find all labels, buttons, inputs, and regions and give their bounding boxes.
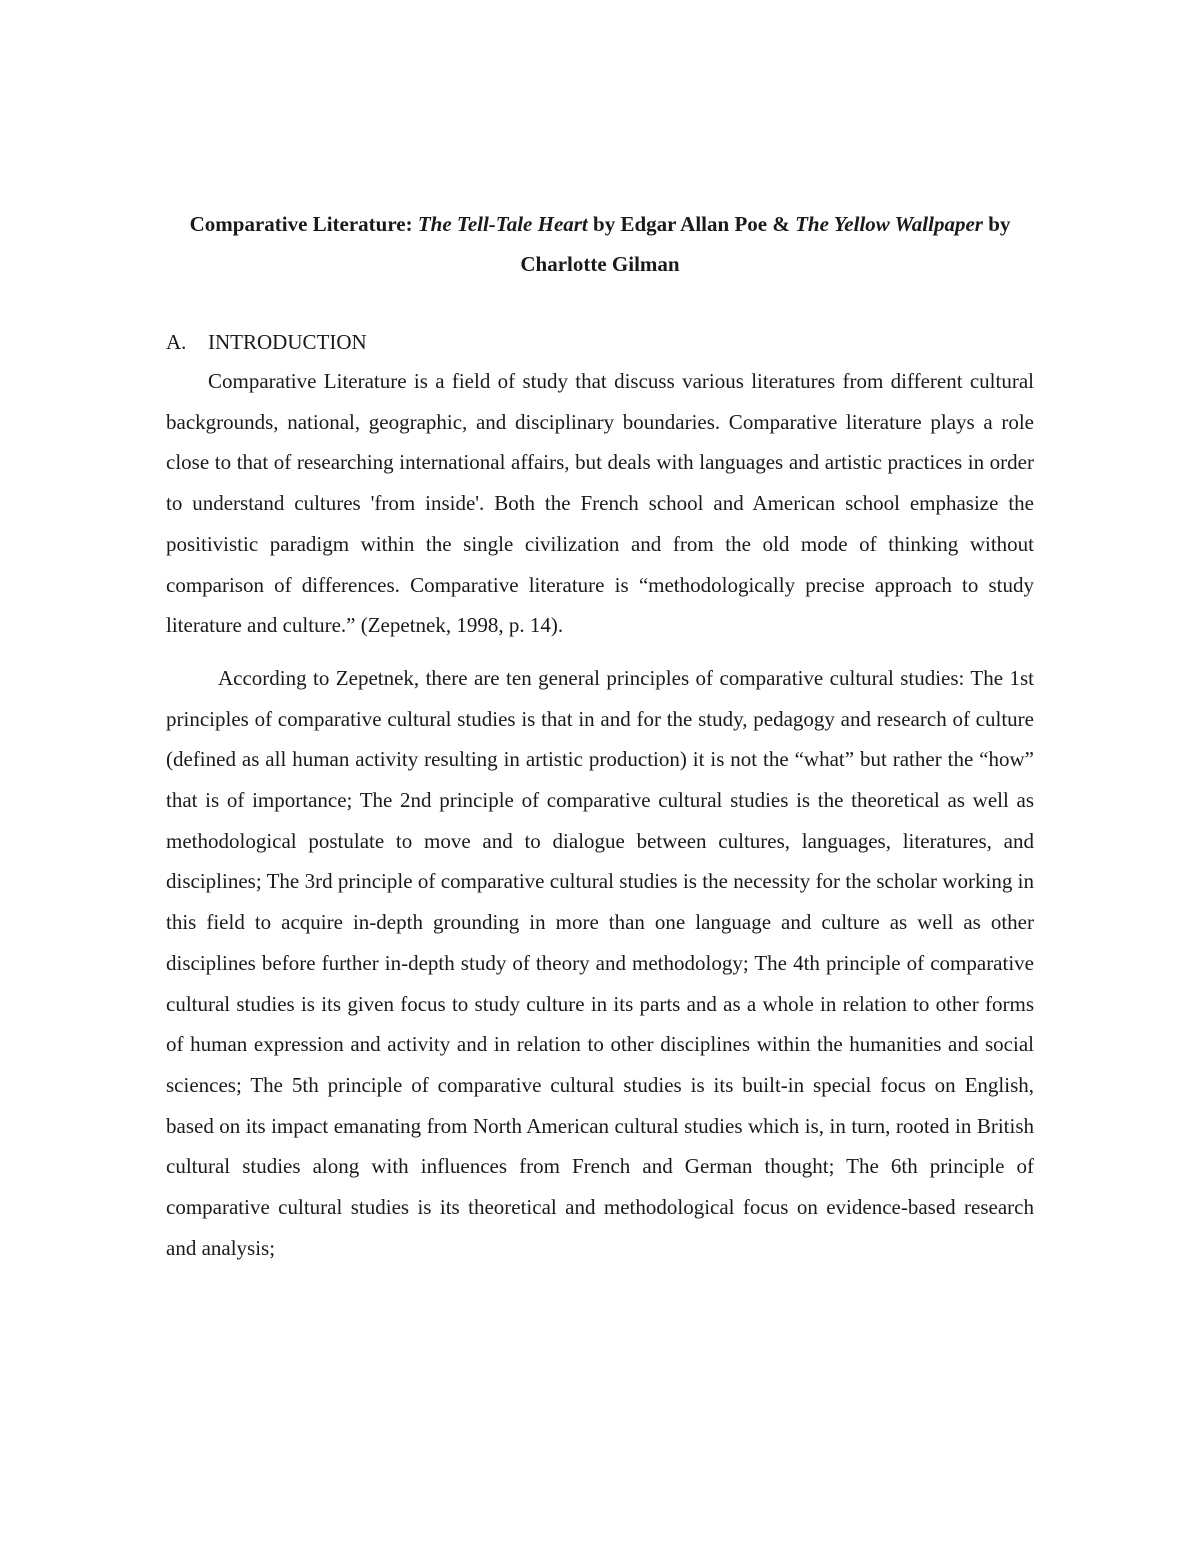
title-part-3: by Charlotte Gilman (520, 212, 1011, 276)
title-part-1: Comparative Literature: (189, 212, 418, 236)
title-work-1: The Tell-Tale Heart (417, 212, 588, 236)
document-title (166, 204, 1034, 284)
section-heading-text: INTRODUCTION (208, 330, 367, 354)
title-part-2: by Edgar Allan Poe & (587, 212, 796, 236)
section-letter: A. (166, 330, 187, 354)
title-work-2: The Yellow Wallpaper (795, 212, 983, 236)
section-heading (166, 323, 1034, 361)
paragraph-principles: According to Zepetnek, there are ten general principles of comparative cultural studies: The 1st principles of comparative cultural studies is that in and for the study, pedagogy and research of culture (defined as all human activity resulting in artistic production) it is not the “what” but rather the “how” that is of importance; The 2nd principle of comparative cultural studies is the theoretical as well as methodological postulate to move and to dialogue between cultures, languages, literatures, and disciplines; The 3rd principle of comparative cultural studies is the necessity for the scholar working in this field to acquire in-depth grounding in more than one language and culture as well as other disciplines before further in-depth study of theory and methodology; The 4th principle of comparative cultural studies is its given focus to study culture in its parts and as a whole in relation to other forms of human expression and activity and in relation to other disciplines within the humanities and social sciences; The 5th principle of comparative cultural studies is its built-in special focus on English, based on its impact emanating from North American cultural studies which is, in turn, rooted in British cultural studies along with influences from French and German thought; The 6th principle of comparative cultural studies is its theoretical and methodological focus on evidence-based research and analysis; (166, 665, 1034, 1260)
document-content (166, 204, 1034, 1268)
paragraph-intro: Comparative Literature is a field of study that discuss various literatures from different cultural backgrounds, national, geographic, and disciplinary boundaries. Comparative literature plays a role close to that of researching international affairs, but deals with languages and artistic practices in order to understand cultures 'from inside'. Both the French school and American school emphasize the positivistic paradigm within the single civilization and from the old mode of thinking without comparison of differences. Comparative literature is “methodologically precise approach to study literature and culture.” (Zepetnek, 1998, p. 14). (166, 369, 1034, 638)
